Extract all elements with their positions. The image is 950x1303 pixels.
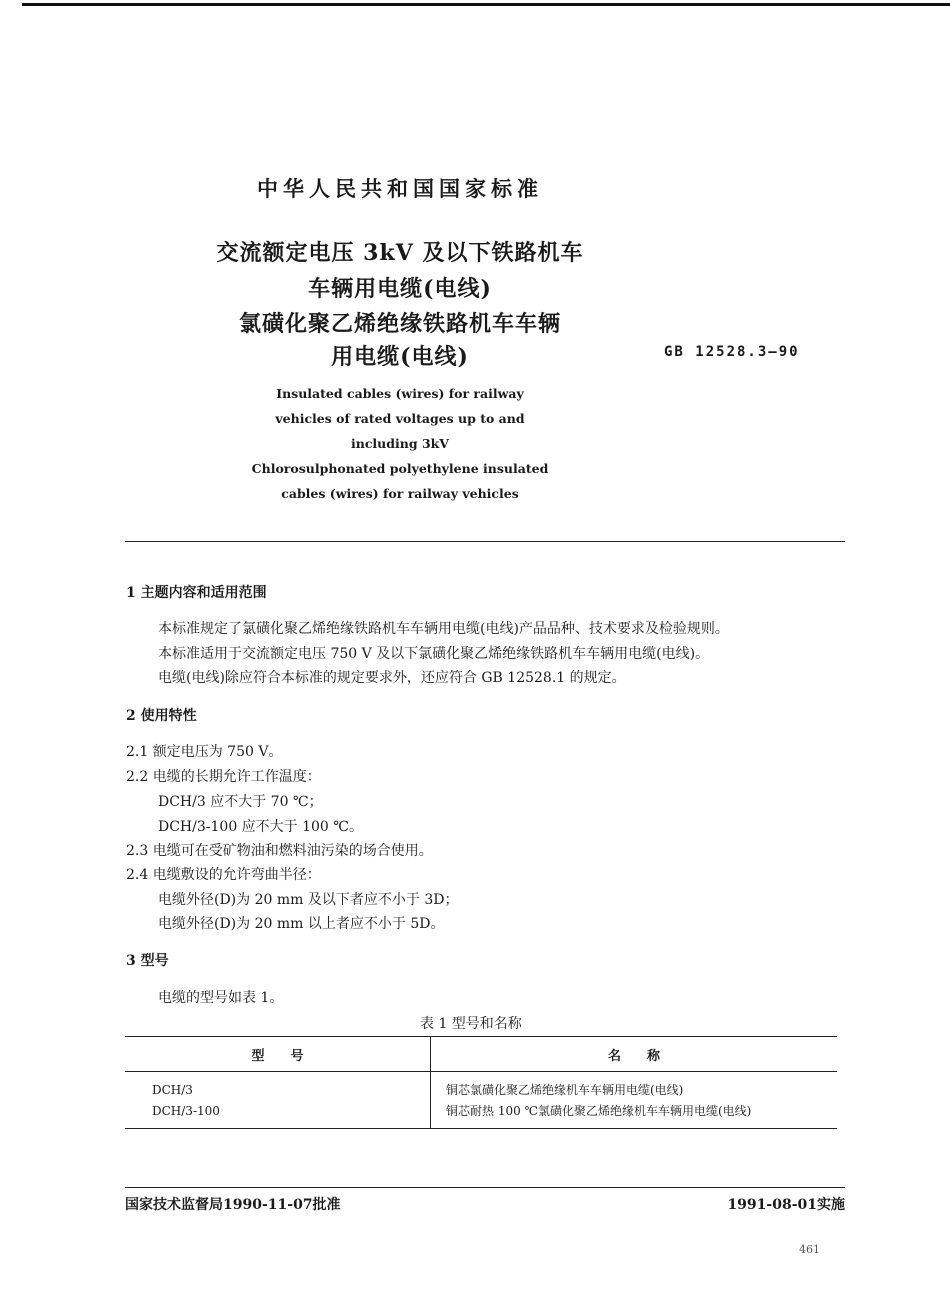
model-value: DCH/3-100 xyxy=(152,1104,220,1118)
clause-2-3: 2.3 电缆可在受矿物油和燃料油污染的场合使用。 xyxy=(126,843,433,859)
header-divider xyxy=(125,541,845,542)
s1-paragraph-1: 本标准规定了氯磺化聚乙烯绝缘铁路机车车辆用电缆(电线)产品品种、技术要求及检验规则。 xyxy=(158,621,729,637)
cn-title-line-1: 交流额定电压 3kV 及以下铁路机车 xyxy=(216,240,584,266)
cn-title-line-2: 车辆用电缆(电线) xyxy=(308,276,492,302)
section-1-heading: 1 主题内容和适用范围 xyxy=(126,585,267,601)
model-value: DCH/3 xyxy=(152,1083,193,1097)
s3-intro: 电缆的型号如表 1。 xyxy=(158,990,284,1006)
approval-date: 国家技术监督局1990-11-07批准 xyxy=(125,1197,341,1213)
standard-number: GB 12528.3—90 xyxy=(664,344,800,360)
table-1 xyxy=(125,1036,837,1129)
table-header-row xyxy=(125,1037,837,1072)
table-1-caption: 表 1 型号和名称 xyxy=(420,1016,522,1032)
cn-title-line-4: 用电缆(电线) xyxy=(331,344,469,370)
clause-2-1: 2.1 额定电压为 750 V。 xyxy=(126,744,283,760)
page-number: 461 xyxy=(799,1243,820,1256)
en-title-line-2: vehicles of rated voltages up to and xyxy=(275,411,525,426)
en-title-line-3: including 3kV xyxy=(350,436,449,451)
top-border-rule xyxy=(22,3,950,6)
table-row xyxy=(125,1072,837,1129)
s1-paragraph-2: 本标准适用于交流额定电压 750 V 及以下氯磺化聚乙烯绝缘铁路机车车辆用电缆(电线)。 xyxy=(158,646,710,662)
effective-date: 1991-08-01实施 xyxy=(727,1197,845,1213)
section-2-heading: 2 使用特性 xyxy=(126,708,197,724)
cn-title-line-3: 氯磺化聚乙烯绝缘铁路机车车辆 xyxy=(238,311,561,337)
clause-2-2-item-2: DCH/3-100 应不大于 100 ℃。 xyxy=(158,819,363,835)
name-value: 铜芯氯磺化聚乙烯绝缘机车车辆用电缆(电线) xyxy=(446,1083,684,1097)
model-cell xyxy=(125,1072,431,1129)
en-title-line-4: Chlorosulphonated polyethylene insulated xyxy=(251,461,549,476)
name-cell xyxy=(431,1072,838,1129)
column-header-name: 名 称 xyxy=(431,1037,838,1072)
column-header-model: 型 号 xyxy=(125,1037,431,1072)
footer-divider xyxy=(125,1187,845,1188)
clause-2-4-item-1: 电缆外径(D)为 20 mm 及以下者应不小于 3D； xyxy=(158,892,459,908)
en-title-line-5: cables (wires) for railway vehicles xyxy=(281,486,519,501)
s1-paragraph-3: 电缆(电线)除应符合本标准的规定要求外，还应符合 GB 12528.1 的规定。 xyxy=(158,670,626,686)
clause-2-2: 2.2 电缆的长期允许工作温度： xyxy=(126,769,321,785)
en-title-line-1: Insulated cables (wires) for railway xyxy=(276,386,524,401)
name-value: 铜芯耐热 100 ℃氯磺化聚乙烯绝缘机车车辆用电缆(电线) xyxy=(446,1104,752,1118)
clause-2-4: 2.4 电缆敷设的允许弯曲半径： xyxy=(126,867,321,883)
clause-2-2-item-1: DCH/3 应不大于 70 ℃； xyxy=(158,794,323,810)
national-standard-heading: 中华人民共和国国家标准 xyxy=(257,176,543,201)
section-3-heading: 3 型号 xyxy=(126,953,169,969)
clause-2-4-item-2: 电缆外径(D)为 20 mm 以上者应不小于 5D。 xyxy=(158,916,445,932)
